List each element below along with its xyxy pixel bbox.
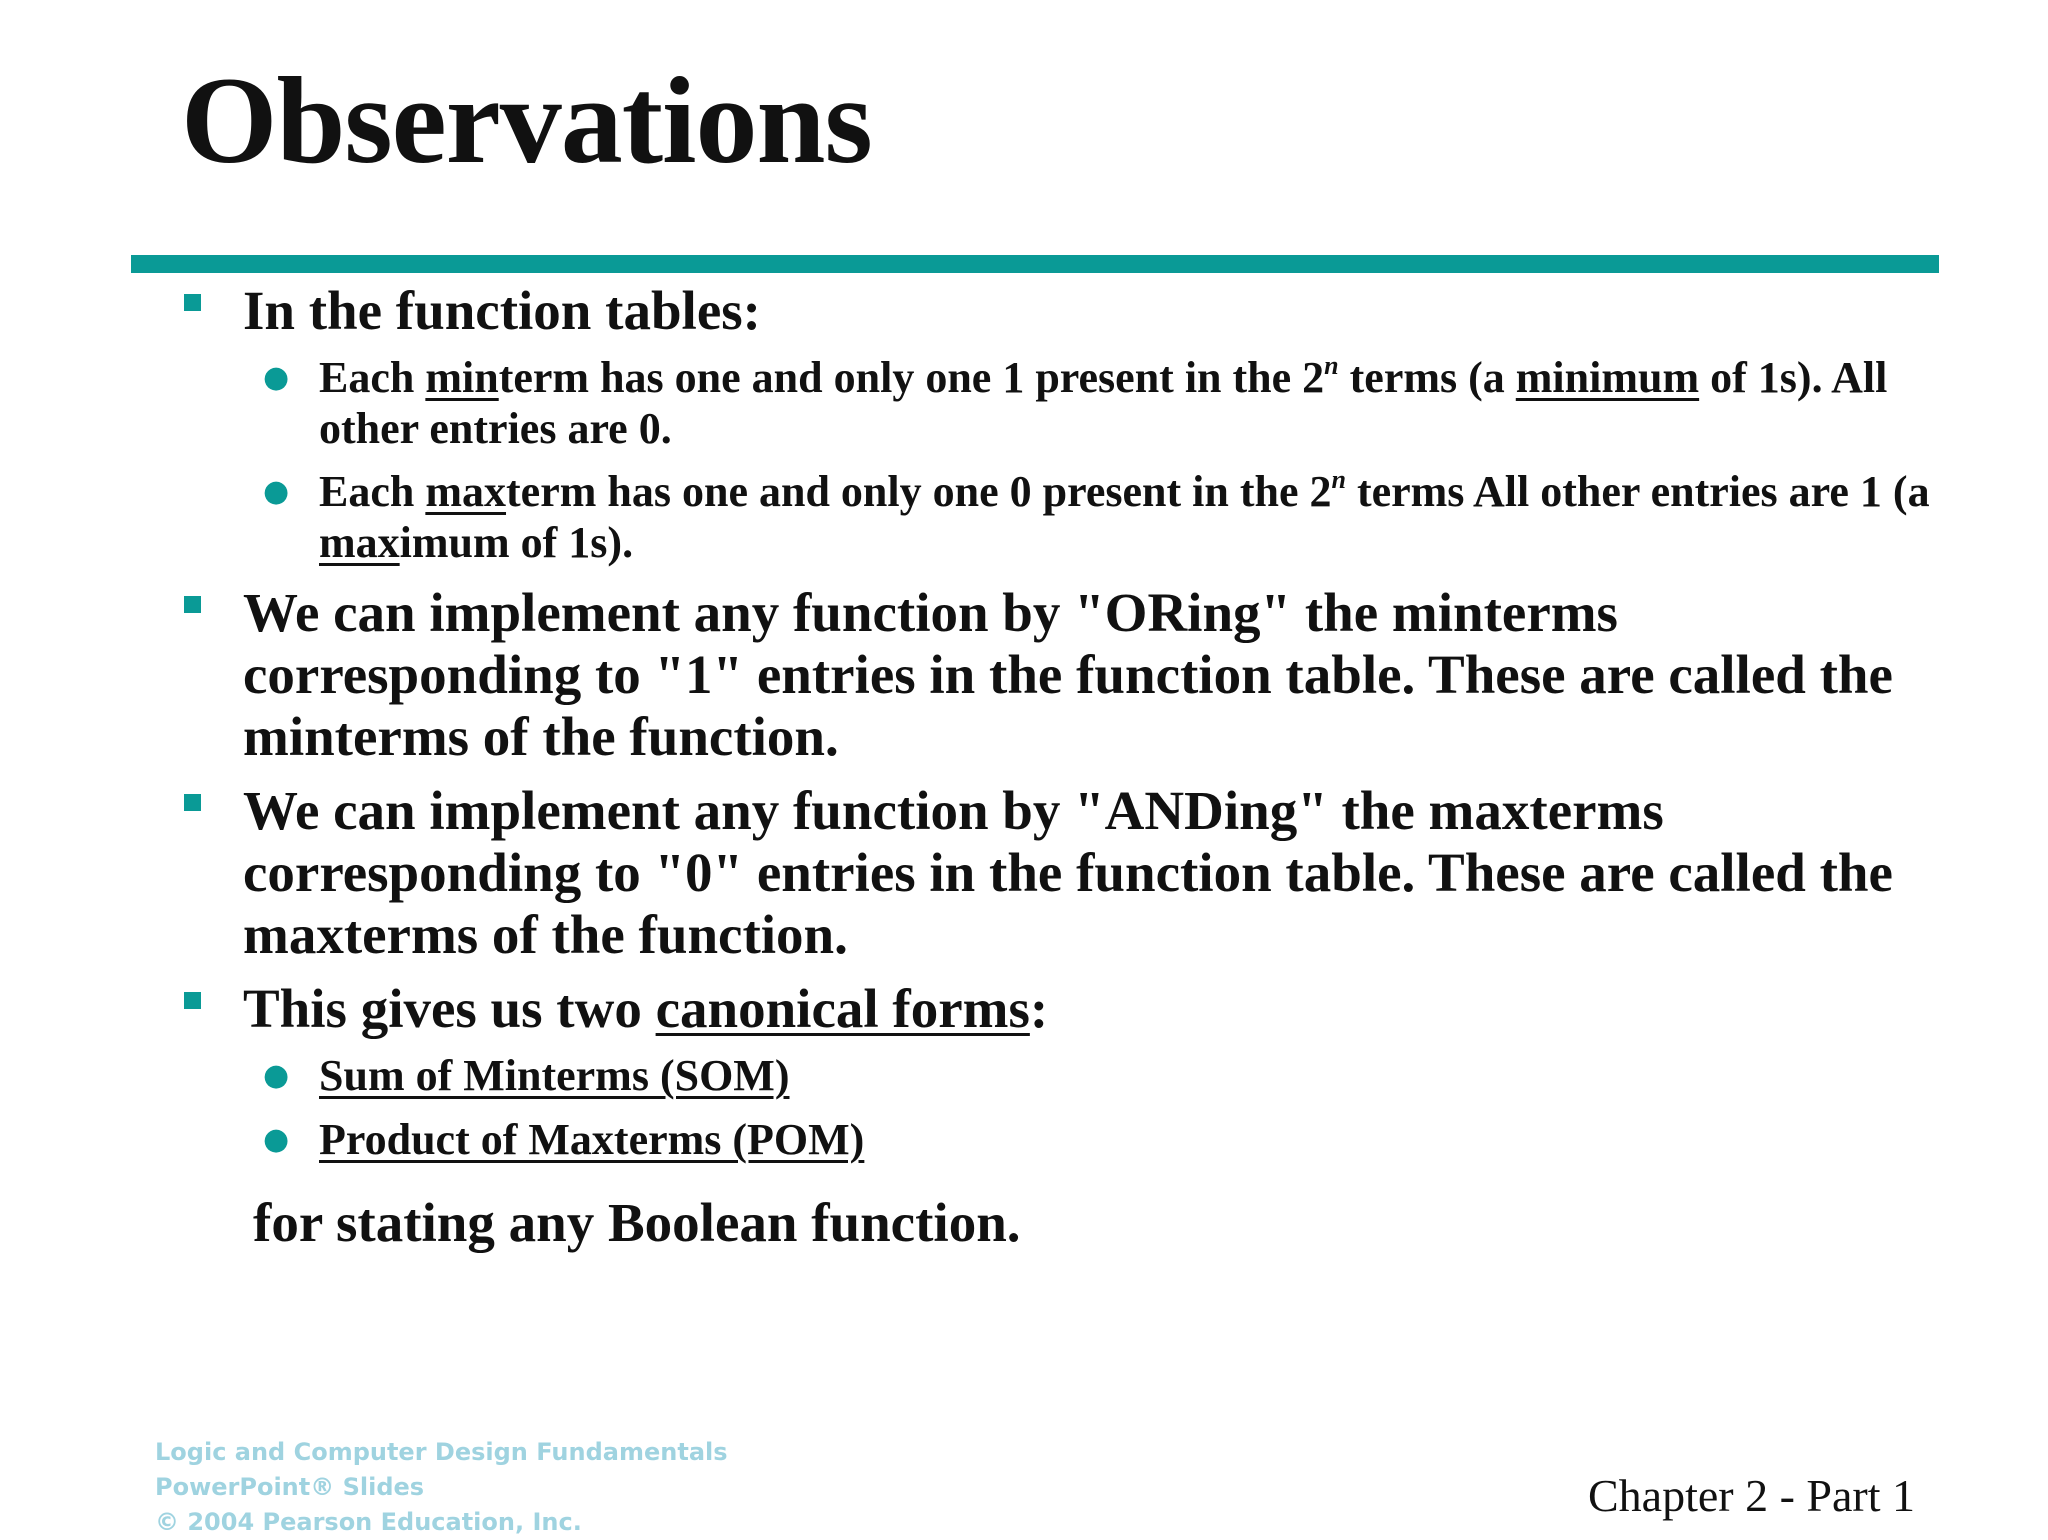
- text-part: :: [1029, 978, 1049, 1039]
- text-part: Each: [319, 467, 426, 516]
- square-bullet-icon: [184, 294, 201, 311]
- underlined-term: minimum: [1515, 353, 1700, 402]
- text-part: term has one and only one 0 present in the 2: [506, 467, 1332, 516]
- title-divider: [131, 255, 1939, 273]
- text-part: imum of 1s).: [399, 518, 634, 567]
- bullet-oring-minterms: [243, 582, 1923, 768]
- dot-bullet-icon: ●: [263, 474, 290, 509]
- footer-line: PowerPoint® Slides: [155, 1473, 425, 1501]
- sub-bullet-minterm: [263, 351, 1939, 454]
- publisher-footer: [155, 1435, 728, 1540]
- underlined-term: Product of Maxterms (POM): [319, 1115, 865, 1164]
- square-bullet-icon: [184, 992, 201, 1009]
- dot-bullet-icon: ●: [263, 1058, 290, 1093]
- text-part: Each: [319, 353, 426, 402]
- text-part: terms (a: [1338, 353, 1516, 402]
- text-part: This gives us two: [243, 978, 656, 1039]
- underlined-term: Sum of Minterms (SOM): [319, 1051, 790, 1100]
- superscript: n: [1324, 351, 1339, 380]
- bullet-canonical-forms: [243, 978, 1923, 1040]
- sub-bullet-pom: [263, 1114, 1939, 1165]
- dot-bullet-icon: ●: [263, 360, 290, 395]
- underlined-term: max: [319, 518, 400, 567]
- text-part: term has one and only one 1 present in the 2: [498, 353, 1325, 402]
- chapter-label: Chapter 2 - Part 1: [1588, 1470, 1916, 1521]
- footer-line: © 2004 Pearson Education, Inc.: [155, 1508, 582, 1536]
- dot-bullet-icon: ●: [263, 1122, 290, 1157]
- bullet-text: We can implement any function by "ANDing" the maxterms corresponding to "0" entries in the function table. These are called the maxterms of the function.: [243, 780, 1893, 965]
- sub-bullet-maxterm: [263, 465, 1939, 568]
- closing-line: for stating any Boolean function.: [253, 1192, 1021, 1253]
- superscript: n: [1331, 465, 1346, 494]
- sub-bullet-som: [263, 1050, 1939, 1101]
- underlined-term: min: [425, 353, 499, 402]
- slide-title: Observations: [181, 52, 872, 189]
- square-bullet-icon: [184, 794, 201, 811]
- text-part: terms All other entries are 1 (a: [1345, 467, 1930, 516]
- square-bullet-icon: [184, 596, 201, 613]
- footer-line: Logic and Computer Design Fundamentals: [155, 1438, 728, 1466]
- underlined-term: canonical forms: [655, 978, 1030, 1039]
- text-part: of 1s). All other entries are 0.: [319, 353, 1888, 453]
- bullet-text: In the function tables:: [243, 280, 761, 341]
- bullet-function-tables: [243, 280, 1923, 342]
- bullet-anding-maxterms: [243, 780, 1923, 966]
- bullet-text: We can implement any function by "ORing" the minterms corresponding to "1" entries in the function table. These are called the minterms of the function.: [243, 582, 1893, 767]
- underlined-term: max: [425, 467, 507, 516]
